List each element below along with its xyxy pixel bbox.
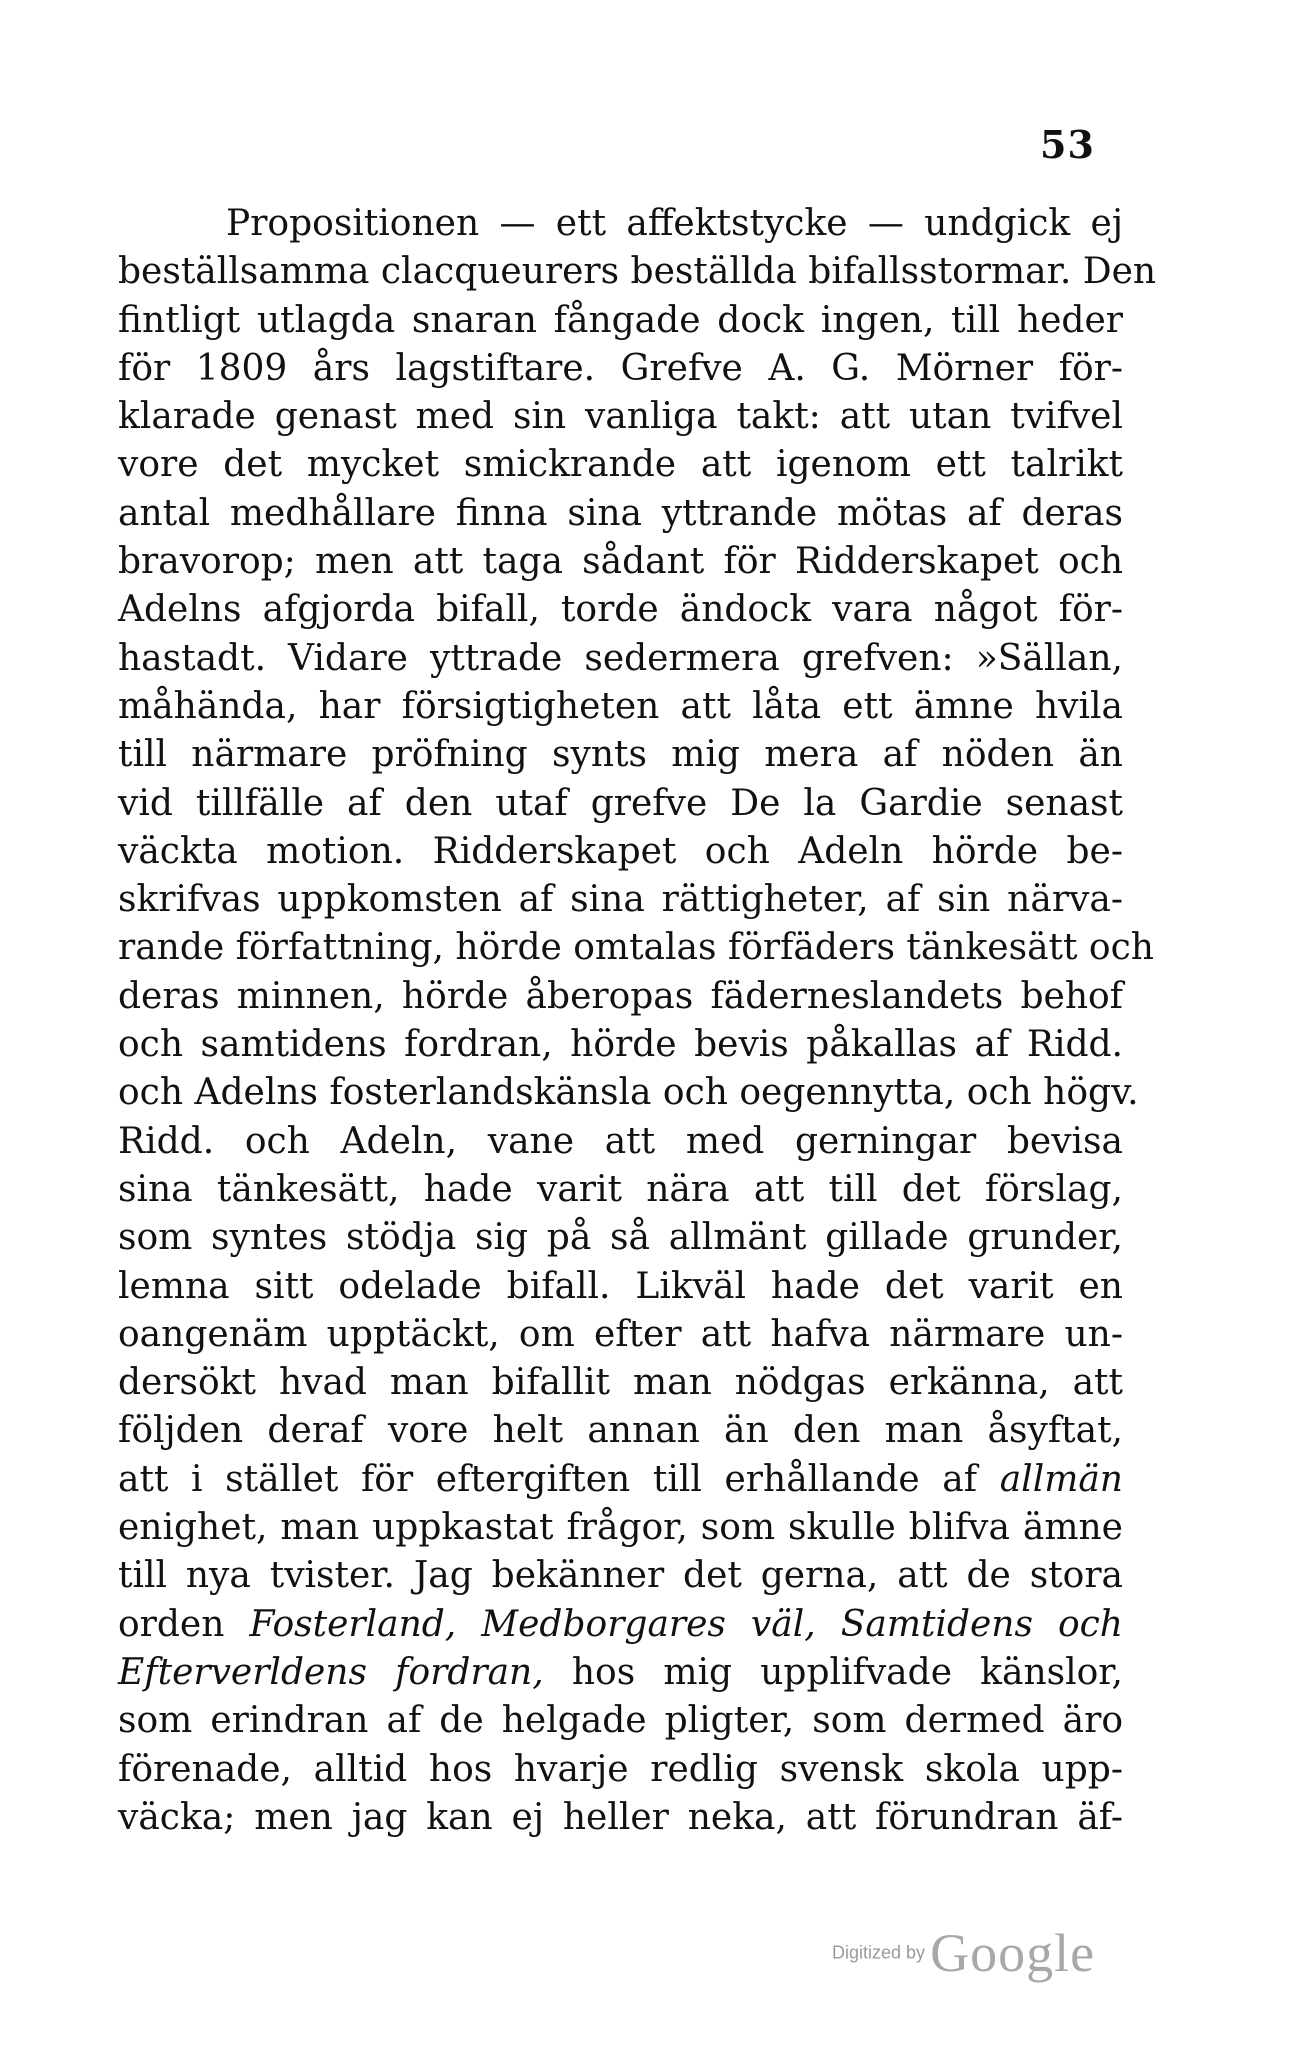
text-line: till nya tvister. Jag bekänner det gerna, att de stora — [118, 1555, 1123, 1597]
text-line: skrifvas uppkomsten af sina rättigheter, af sin närva- — [118, 879, 1123, 921]
text-line: sina tänkesätt, hade varit nära att till det förslag, — [118, 1168, 1123, 1210]
italic-phrase: Efterverldens fordran, — [118, 1651, 544, 1693]
text-line — [118, 1649, 1123, 1697]
text-line: följden deraf vore helt annan än den man åsyftat, — [118, 1410, 1123, 1452]
google-logo: Google — [930, 1923, 1096, 1983]
text-line: till närmare pröfning synts mig mera af nöden än — [118, 734, 1123, 776]
text-line: som erindran af de helgade pligter, som dermed äro — [118, 1700, 1123, 1742]
text-line-part: orden — [118, 1603, 250, 1645]
text-line-part: att i stället för eftergiften till erhållande af — [118, 1458, 1000, 1500]
page-number: 53 — [1040, 122, 1095, 167]
text-line: deras minnen, hörde åberopas fäderneslandets behof — [118, 975, 1123, 1017]
text-line: och Adelns fosterlandskänsla och oegennytta, och högv. — [118, 1072, 1139, 1114]
text-line: och samtidens fordran, hörde bevis påkallas af Ridd. — [118, 1024, 1123, 1066]
text-line — [118, 1456, 1123, 1504]
text-line: dersökt hvad man bifallit man nödgas erkänna, att — [118, 1362, 1123, 1404]
text-line: fintligt utlagda snaran fångade dock ingen, till heder — [118, 299, 1123, 341]
text-line: enighet, man uppkastat frågor, som skulle blifva ämne — [118, 1507, 1123, 1549]
text-line: väckta motion. Ridderskapet och Adeln hörde be- — [118, 830, 1123, 872]
text-line: antal medhållare finna sina yttrande mötas af deras — [118, 492, 1123, 534]
text-line: oangenäm upptäckt, om efter att hafva närmare un- — [118, 1313, 1123, 1355]
text-line: vore det mycket smickrande att igenom ett talrikt — [118, 444, 1123, 486]
text-line: bravorop; men att taga sådant för Ridderskapet och — [118, 541, 1123, 583]
text-line-part: hos mig upplifvade känslor, — [543, 1651, 1123, 1693]
text-line: Ridd. och Adeln, vane att med gerningar bevisa — [118, 1120, 1123, 1162]
text-line: hastadt. Vidare yttrade sedermera grefven: »Sällan, — [118, 637, 1123, 679]
google-watermark — [832, 1922, 1095, 1984]
text-line: Adelns afgjorda bifall, torde ändock vara något för- — [118, 589, 1123, 631]
digitized-by-label: Digitized by — [832, 1942, 926, 1963]
text-line: rande författning, hörde omtalas förfäders tänkesätt och — [118, 927, 1154, 969]
italic-phrase: Fosterland, Medborgares väl, Samtidens och — [249, 1603, 1123, 1645]
body-text — [118, 200, 1157, 1842]
text-line: Propositionen — ett affektstycke — undgick ej — [226, 203, 1123, 244]
text-line: klarade genast med sin vanliga takt: att utan tvifvel — [118, 396, 1123, 438]
text-line: väcka; men jag kan ej heller neka, att förundran äf- — [118, 1796, 1123, 1838]
text-line: för 1809 års lagstiftare. Grefve A. G. Mörner för- — [118, 347, 1123, 389]
text-line: förenade, alltid hos hvarje redlig svensk skola upp- — [118, 1748, 1123, 1790]
text-line: lemna sitt odelade bifall. Likväl hade det varit en — [118, 1265, 1123, 1307]
italic-phrase: allmän — [999, 1458, 1123, 1500]
text-line: beställsamma clacqueurers beställda bifallsstormar. Den — [118, 251, 1157, 293]
text-line: vid tillfälle af den utaf grefve De la Gardie senast — [118, 782, 1123, 824]
text-line — [118, 1601, 1123, 1649]
text-line: som syntes stödja sig på så allmänt gillade grunder, — [118, 1217, 1123, 1259]
text-line: måhända, har försigtigheten att låta ett ämne hvila — [118, 685, 1123, 727]
